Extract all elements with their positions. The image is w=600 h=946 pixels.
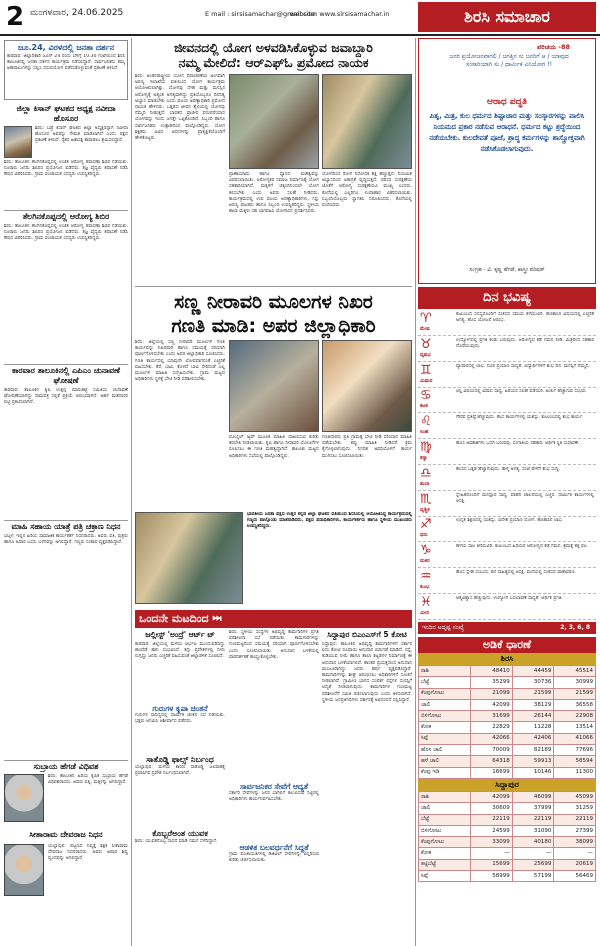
rates-title: ಅಡಿಕೆ ಧಾರಣೆ	[418, 637, 596, 653]
page-header	[0, 0, 600, 36]
rates-row	[419, 733, 596, 744]
sub-title: ಕೊಬ್ಬರೆಅಂತ ಯುವಕ	[152, 829, 208, 838]
lucky-numbers: 2, 3, 6, 8	[560, 624, 590, 631]
price-cell: 11300	[554, 767, 596, 778]
rates-row	[419, 825, 596, 836]
lucky-number-bar	[418, 622, 596, 634]
rates-row	[419, 677, 596, 688]
story-body: ಶಿರಸಿ: ತಾಲೂಕಿನ ತೆಲಗಿನಕೊಪ್ಪದಲ್ಲಿ ಉಚಿತ ಆರೋಗ್ಯ ತಪಾಸಣಾ ಶಿಬಿರ ನಡೆಯಿತು. ನೂರಾರು ಜನರು ಶಿಬಿರದ ಪ್ರಯೋಜನ ಪಡೆದರು. ತಜ್ಞ ವೈದ್ಯರು ತಪಾಸಣೆ ನಡೆಸಿ ಔಷಧ ವಿತರಿಸಿದರು. ಗ್ರಾಮ ಪಂಚಾಯತ ಸದಸ್ಯರು ಉಪಸ್ಥಿತರಿದ್ದರು.	[4, 224, 128, 242]
price-cell: 45514	[554, 666, 596, 677]
horoscope-text: ವ್ಯಾಪಾರದಲ್ಲಿ ಲಾಭ. ದೂರ ಪ್ರಯಾಣ ಸಾಧ್ಯತೆ. ವಿದ್ಯಾರ್ಥಿಗಳಿಗೆ ಶುಭ ದಿನ. ಮನಸ್ಸಿಗೆ ನೆಮ್ಮದಿ.	[456, 363, 590, 369]
rates-row	[419, 814, 596, 825]
section-divider	[135, 286, 412, 287]
rates-table-siddapur	[418, 791, 596, 882]
zodiac-sign	[420, 570, 454, 592]
horoscope-title: ದಿನ ಭವಿಷ್ಯ	[418, 287, 596, 309]
zodiac-icon: ♊	[420, 362, 432, 378]
zodiac-icon: ♌	[420, 414, 432, 430]
sub-title: ಸಾರ್ವಜನಿಕರ ಸೇವೆಗೆ ಆದ್ಯತೆ	[239, 782, 309, 791]
areca-rates	[418, 637, 596, 882]
variety-name: ಕೆಂಪುಗೋಟು	[419, 688, 471, 699]
sub-body: ಗ್ರಾಮ ಪಂಚಾಯತಿಗಳಲ್ಲಿ ಡಿಜಿಟಲ್ ಸೇವೆಗಳನ್ನು ವಿಸ್ತರಿಸುವ ಕುರಿತು ಚರ್ಚಿಸಲಾಯಿತು.	[229, 852, 319, 864]
horoscope-text: ಉದ್ಯೋಗದಲ್ಲಿ ಪ್ರಗತಿ ಕಂಡು ಬರುವುದು. ಆರೋಗ್ಯದ ಕಡೆ ಗಮನ ನೀಡಿ. ಮಿತ್ರರಿಂದ ಸಹಕಾರ ದೊರೆಯುವುದು.	[456, 337, 594, 349]
price-cell: 21599	[512, 688, 554, 699]
price-cell: 26144	[512, 711, 554, 722]
price-cell: 31259	[554, 803, 596, 814]
rates-row	[419, 859, 596, 870]
lead-body-cont: ಪ್ರಾಣಾಯಾಮ ಹಾಗೂ ಧ್ಯಾನದ ಮಹತ್ವವನ್ನು ವಿವರಿಸಲಾಯಿತು. ಆರೋಗ್ಯಕರ ಸಮಾಜ ನಿರ್ಮಾಣಕ್ಕೆ ಯೋಗ ಸಹಕಾರಿಯಾಗಿದೆ. ಮಕ್ಕಳಿಗೆ ಚಿಕ್ಕಂದಿನಿಂದಲೇ ಯೋಗ ಕಲಿಸಬೇಕು ಎಂದು ಅವರು ಸಲಹೆ ನೀಡಿದರು. ಕಾರ್ಯಕ್ರಮದಲ್ಲಿ ಉಪ ವಲಯ ಅರಣ್ಯಾಧಿಕಾರಿಗಳು, ಗಸ್ತು ಅರಣ್ಯ ಪಾಲಕರು ಹಾಗೂ ಸಿಬ್ಬಂದಿ ಉಪಸ್ಥಿತರಿದ್ದರು. ಸ್ಥಳೀಯ ಶಾಲಾ ಮಕ್ಕಳು ಸಹ ಭಾಗವಹಿಸಿ ಯೋಗಾಸನ ಪ್ರದರ್ಶಿಸಿದರು.	[229, 172, 319, 215]
horoscope-row	[418, 388, 596, 413]
section-divider	[4, 520, 128, 521]
story-title: ಜಲ್ಲೀಸ್ಟ್‌ 'ಅಂದ್ರೆ' ಆರ್ಟ್ ಟ್	[145, 630, 215, 639]
second-story	[135, 290, 412, 510]
price-cell: 56469	[554, 871, 596, 882]
lead-headline-line2: ನಮ್ಮ ಮೇಲಿದೆ: ಆರ್‌ಎಫ್‌ಓ ಪ್ರಮೋದ ನಾಯಕ	[178, 55, 369, 70]
story-body-cont: ಶಿರಸಿ: ತಾಲೂಕಿನ ತೆಲಗಿನಕೊಪ್ಪದಲ್ಲಿ ಉಚಿತ ಆರೋಗ್ಯ ತಪಾಸಣಾ ಶಿಬಿರ ನಡೆಯಿತು. ನೂರಾರು ಜನರು ಶಿಬಿರದ ಪ್ರಯೋಜನ ಪಡೆದರು. ತಜ್ಞ ವೈದ್ಯರು ತಪಾಸಣೆ ನಡೆಸಿ ಔಷಧ ವಿತರಿಸಿದರು. ಗ್ರಾಮ ಪಂಚಾಯತ ಸದಸ್ಯರು ಉಪಸ್ಥಿತರಿದ್ದರು.	[4, 160, 128, 178]
ad-lines: ಜನರ ಪ್ರಯೋಜನವಾಗಲಿ / ಜಗತ್ತಿನ ಸು ಜನರಿಗೆ ಆ / ಯಾವುದ ಸಂಸಾರಿಯಾಗಿ ಸು / ಧಾರ್ಮಿಕ ವಿನಿಯೋಗ !!	[449, 53, 569, 68]
rates-row	[419, 745, 596, 756]
variety-name: ಕೋಕ	[419, 722, 471, 733]
story-apmc-election	[4, 366, 128, 516]
ad-badge: ಪರಿಚಯ -88	[537, 43, 571, 51]
variety-name: ತಟ್ಟಿಬೆಟ್ಟೆ	[419, 859, 471, 870]
variety-name: ಕೋಕ	[419, 848, 471, 859]
price-cell: —	[554, 848, 596, 859]
horoscope-text: ಕುಟುಂಬದ ಸದಸ್ಯರೊಂದಿಗೆ ಸಂತಸದ ಸಮಯ ಕಳೆಯುವಿರಿ. ಹಣಕಾಸಿನ ವಿಷಯದಲ್ಲಿ ಎಚ್ಚರಿಕೆ ಅಗತ್ಯ. ಹೊಸ ಯೋಜನೆ ಆರಂಭ.	[456, 312, 594, 324]
price-cell: 58999	[471, 871, 513, 882]
price-cell: 58594	[554, 756, 596, 767]
zodiac-icon: ♋	[420, 388, 432, 404]
sub-body: ಸರ್ಕಾರಿ ಸೇವೆಗಳನ್ನು ಜನರ ಬಾಗಿಲಿಗೆ ತಲುಪಿಸುವ ನಿಟ್ಟಿನಲ್ಲಿ ಅಧಿಕಾರಿಗಳು ಕಾರ್ಯನಿರ್ವಹಿಸಬೇಕು.	[229, 791, 319, 803]
zodiac-name: ವೃಶ್ಚಿಕ	[420, 506, 430, 513]
price-cell: 42099	[471, 699, 513, 710]
zodiac-name: ತುಲಾ	[420, 480, 430, 487]
price-cell: 70009	[471, 745, 513, 756]
horoscope-row	[418, 337, 596, 362]
price-cell: 64318	[471, 756, 513, 767]
ad-body: ಪಿತೃ, ಮಿತ್ರ, ಕುಲ ಧರ್ಮದ ಶಿಷ್ಟಾಚಾರ ಮತ್ತು ಸಂಸ್ಕಾರಗಳನ್ನು ಪಾಲಿಸಿ ನಿಯಮದ ಪ್ರಕಾರ ನಡೆಸುವ ಆರಾಧನೆ. ಧರ್ಮದ ಕಟ್ಟು ಶ್ರದ್ಧೆಯಿಂದ ನಡೆಯಬೇಕು. ಕುಲದೇವತೆ ಪೂಜೆ, ಶ್ರಾದ್ಧ ಕರ್ಮಗಳನ್ನು ಶಾಸ್ತ್ರೋಕ್ತವಾಗಿ ನಡೆಸಿಕೊಡಲಾಗುವುದು.	[429, 112, 585, 153]
lead-body: ಶಿರಸಿ: ಅಂತರರಾಷ್ಟ್ರೀಯ ಯೋಗ ದಿನಾಚರಣೆಯ ಅಂಗವಾಗಿ ಅರಣ್ಯ ಇಲಾಖೆಯ ವತಿಯಿಂದ ಯೋಗ ಕಾರ್ಯಕ್ರಮ ಆಯೋಜಿಸಲಾಗಿತ್ತು. ಯೋಗವು ದೇಹ ಮತ್ತು ಮನಸ್ಸಿನ ಆರೋಗ್ಯಕ್ಕೆ ಅತ್ಯಂತ ಅಗತ್ಯವಾಗಿದ್ದು ಪ್ರತಿಯೊಬ್ಬರೂ ದಿನನಿತ್ಯ ಅಭ್ಯಾಸ ಮಾಡಬೇಕು ಎಂದು ವಲಯ ಅರಣ್ಯಾಧಿಕಾರಿ ಪ್ರಮೋದ ನಾಯಕ ಹೇಳಿದರು. ಒತ್ತಡದ ಜೀವನ ಶೈಲಿಯಲ್ಲಿ ಯೋಗವು ನೆಮ್ಮದಿ ನೀಡುತ್ತದೆ. ಭಾರತದ ಪ್ರಾಚೀನ ಪರಂಪರೆಯಾದ ಯೋಗವನ್ನು ಇಂದು ಜಗತ್ತೇ ಒಪ್ಪಿಕೊಂಡಿದೆ. ಸಿಬ್ಬಂದಿ ಹಾಗೂ ಸಾರ್ವಜನಿಕರು ಉತ್ಸಾಹದಿಂದ ಪಾಲ್ಗೊಂಡಿದ್ದರು. ಯೋಗ ಶಿಕ್ಷಕರು ವಿವಿಧ ಆಸನಗಳನ್ನು ಪ್ರಾತ್ಯಕ್ಷಿಕೆಯೊಂದಿಗೆ ಹೇಳಿಕೊಟ್ಟರು.	[135, 74, 225, 142]
horoscope-text: ಹಳೆಯ ಸಾಲ ತೀರಿಸುವಿರಿ. ಕುಟುಂಬದ ಹಿರಿಯರ ಆರೋಗ್ಯದ ಕಡೆ ಗಮನ. ಶ್ರಮಕ್ಕೆ ತಕ್ಕ ಫಲ.	[456, 544, 589, 550]
zodiac-sign	[420, 493, 454, 515]
price-cell: 37999	[512, 803, 554, 814]
price-cell: 31090	[512, 825, 554, 836]
brief-body: ಕಾರವಾರ: ಜಿಲ್ಲಾಧಿಕಾರಿ ಜೂನ್ 24 ರಂದು ಬೆಳಿಗ್ಗೆ 10.30 ಗಂಟೆಯಿಂದ ಶಿರಸಿ ತಾಲೂಕಿನಲ್ಲಿ ಜನತಾ ದರ್ಶನ ಕಾರ್ಯಕ್ರಮ ನಡೆಸಲಿದ್ದಾರೆ. ಸಾರ್ವಜನಿಕರು ತಮ್ಮ ಅಹವಾಲುಗಳನ್ನು ಸಲ್ಲಿಸಿ ಸದುಪಯೋಗ ಪಡೆದುಕೊಳ್ಳುವಂತೆ ಪ್ರಕಟಣೆ ತಿಳಿಸಿದೆ.	[7, 54, 125, 72]
price-cell: 10146	[512, 767, 554, 778]
zodiac-sign	[420, 596, 454, 618]
story-kisan-president	[4, 104, 128, 208]
story-title: ಜಿಲ್ಲಾ ಕಿಸಾನ್ ಘಟಕದ ಅಧ್ಯಕ್ಷ ನವೀದಾ ಹೊಸೂರ	[16, 104, 116, 123]
price-cell: 48410	[471, 666, 513, 677]
rates-row	[419, 767, 596, 778]
story-title: ತೆಲಗಿನಕೊಪ್ಪದಲ್ಲಿ ಆರೋಗ್ಯ ಶಿಬಿರ	[22, 212, 110, 221]
obituary-title: ಸೀತಾರಾಮ ದೇವರಾಜ ನಿಧನ	[29, 830, 103, 839]
price-cell: 30609	[471, 803, 513, 814]
horoscope-row	[418, 492, 596, 517]
price-cell: 82189	[512, 745, 554, 756]
price-cell: 46099	[512, 791, 554, 802]
zodiac-sign	[420, 389, 454, 411]
price-cell: 21099	[471, 688, 513, 699]
horoscope-row	[418, 363, 596, 388]
story-body: ಕಾರವಾರ: ಜಿಲ್ಲೆಯಲ್ಲಿ ಮಳೆಯ ಆರ್ಭಟ ಮುಂದುವರಿದಿದ್ದು ಹಲವೆಡೆ ಹಾನಿ ಸಂಭವಿಸಿದೆ. ತಗ್ಗು ಪ್ರದೇಶಗಳಲ್ಲಿ ನೀರು ನುಗ್ಗಿದ್ದು ಜನರು ಎಚ್ಚರಿಕೆ ವಹಿಸುವಂತೆ ಜಿಲ್ಲಾಡಳಿತ ಸೂಚಿಸಿದೆ.	[135, 642, 225, 660]
story-body: ಶಿರಸಿ: ಸ್ಥಳೀಯ ಸಂಸ್ಥೆಗಳ ಅಭಿವೃದ್ಧಿ ಕಾಮಗಾರಿಗಳ ಪ್ರಗತಿ ಪರಿಶೀಲನಾ ಸಭೆ ನಡೆಯಿತು. ಕಾಮಗಾರಿಗಳನ್ನು ಗುಣಮಟ್ಟದಿಂದ ಸಮಯಕ್ಕೆ ಸರಿಯಾಗಿ ಪೂರ್ಣಗೊಳಿಸಬೇಕು ಎಂದು ಸೂಚಿಸಲಾಯಿತು. ಅನುದಾನ ಬಳಕೆಯಲ್ಲಿ ಪಾರದರ್ಶಕತೆ ಕಾಯ್ದುಕೊಳ್ಳಬೇಕು.	[229, 630, 319, 660]
market-name: ಶಿರಸಿ	[418, 653, 596, 665]
issue-date: ಮಂಗಳವಾರ, 24.06.2025	[30, 8, 124, 18]
zodiac-icon: ♐	[420, 517, 432, 533]
horoscope-row	[418, 466, 596, 491]
page-number: 2	[6, 2, 25, 32]
price-cell: 11228	[512, 722, 554, 733]
obituary-2	[4, 830, 128, 940]
variety-name: ಸಿಪ್ಪೆ	[419, 733, 471, 744]
price-cell: 24599	[471, 825, 513, 836]
zodiac-name: ಧನು	[420, 532, 428, 539]
second-headline: ಸಣ್ಣ ನೀರಾವರಿ ಮೂಲಗಳ ನಿಖರ	[174, 291, 373, 313]
obituary-body: ಶಿರಸಿ: ತಾಲೂಕಿನ ಹಿರಿಯ ಕೃಷಿಕ ಸುಬ್ರಾಯ ಹೆಗಡೆ ವಿಧಿವಶರಾದರು. ಅವರು ಪತ್ನಿ, ಮಕ್ಕಳನ್ನು ಅಗಲಿದ್ದಾರೆ.	[48, 774, 128, 786]
variety-name: ಹೊಸ ಚಾಲಿ	[419, 745, 471, 756]
price-cell: 25699	[512, 859, 554, 870]
rates-row	[419, 688, 596, 699]
obituary-photo	[4, 844, 44, 896]
story-health-camp	[4, 212, 128, 362]
horoscope-row	[418, 440, 596, 465]
zodiac-sign	[420, 544, 454, 566]
contact-email: E mail : sirsisamachar@gmail.com	[205, 10, 318, 18]
price-cell: —	[512, 848, 554, 859]
variety-name: ಬೆಟ್ಟೆ	[419, 814, 471, 825]
price-cell: 77696	[554, 745, 596, 756]
variety-name: ರಾಶಿ	[419, 791, 471, 802]
price-cell: 40180	[512, 837, 554, 848]
price-cell: 59913	[512, 756, 554, 767]
lead-body-cont2: ಯೋಗದಿಂದ ರೋಗ ನಿರೋಧಕ ಶಕ್ತಿ ಹೆಚ್ಚುತ್ತದೆ. ನಿಯಮಿತ ಅಭ್ಯಾಸದಿಂದ ಏಕಾಗ್ರತೆ ವೃದ್ಧಿಸುತ್ತದೆ. ಪರಿಸರ ಸಂರಕ್ಷಣೆಯ ಜೊತೆಗೆ ಆರೋಗ್ಯ ಸಂರಕ್ಷಣೆಯೂ ಮುಖ್ಯ ಎಂದರು. ಕೊನೆಯಲ್ಲಿ ಎಲ್ಲರಿಗೂ ಉಪಾಹಾರ ವಿತರಿಸಲಾಯಿತು. ಸಿಬ್ಬಂದಿಯೊಬ್ಬರು ಸ್ವಾಗತಿಸಿ ನಿರೂಪಿಸಿದರು, ಕೊನೆಯಲ್ಲಿ ವಂದಿಸಿದರು.	[322, 172, 412, 209]
ad-contact: ಸಂಗ್ರಹ - ವಿ. ಕೃಷ್ಣ ಹೆಗಡೆ, ಶಾಸ್ತ್ರೀ ಪರಿಷತ್	[469, 267, 545, 273]
feature-photo	[135, 512, 243, 604]
story-demise	[4, 522, 128, 642]
zodiac-sign	[420, 518, 454, 540]
second-photo-1	[229, 340, 319, 432]
story-body: ಕಾರವಾರ: ತಾಲೂಕಿನ ಕೃಷಿ ಉತ್ಪನ್ನ ಮಾರುಕಟ್ಟೆ ಸಮಿತಿಯ ಚುನಾವಣೆ ಘೋಷಣೆಯಾಗಿದ್ದು ನಾಮಪತ್ರ ಸಲ್ಲಿಕೆ ಪ್ರಕ್ರಿಯೆ ಆರಂಭವಾಗಿದೆ. ಅರ್ಹ ಮತದಾರರ ಪಟ್ಟಿ ಪ್ರಕಟಿಸಲಾಗಿದೆ.	[4, 388, 128, 406]
horoscope-row	[418, 595, 596, 620]
price-cell: 22829	[471, 722, 513, 733]
bottom-col-1	[135, 630, 225, 942]
masthead: ಶಿರಸಿ ಸಮಾಚಾರ	[418, 2, 596, 32]
lead-headline: ಜೀವನದಲ್ಲಿ ಯೋಗ ಅಳವಡಿಸಿಕೊಳ್ಳುವ ಜವಾಬ್ದಾರಿ	[174, 40, 373, 55]
price-cell: 41066	[554, 733, 596, 744]
zodiac-name: ಕುಂಭ	[420, 584, 430, 590]
second-headline-line2: ಗಣತಿ ಮಾಡಿ: ಅಪರ ಜಿಲ್ಲಾಧಿಕಾರಿ	[171, 315, 376, 337]
horoscope-row	[418, 569, 596, 594]
price-cell: 33099	[471, 837, 513, 848]
second-body-cont: ಮೊಬೈಲ್ ಆ್ಯಪ್ ಮೂಲಕ ಮಾಹಿತಿ ದಾಖಲಿಸುವ ಕುರಿತು ತರಬೇತಿ ನೀಡಲಾಯಿತು. ಕೃಷಿ ಹಾಗೂ ನೀರಾವರಿ ಯೋಜನೆಗಳ ರೂಪಿಸಲು ಈ ಗಣತಿ ಮಹತ್ವದ್ದಾಗಿದೆ. ತಾಲೂಕು ಮಟ್ಟದ ಅಧಿಕಾರಿಗಳು ಸಭೆಯಲ್ಲಿ ಪಾಲ್ಗೊಂಡಿದ್ದರು.	[229, 435, 319, 459]
zodiac-sign	[420, 441, 454, 463]
rates-row	[419, 791, 596, 802]
lead-photo-1	[229, 74, 319, 169]
zodiac-name: ಸಿಂಹ	[420, 429, 429, 436]
price-cell: 15699	[471, 859, 513, 870]
zodiac-name: ಮಕರ	[420, 558, 430, 565]
news-brief-janata-darshana	[4, 40, 128, 100]
price-cell: 38129	[512, 699, 554, 710]
ad-heading: ಆರಾಧ ಪದ್ಧತಿ	[487, 97, 527, 107]
bottom-col-3	[322, 630, 412, 942]
section-divider	[4, 210, 128, 211]
section-divider	[4, 364, 128, 365]
obituary-title: ಸುಬ್ರಾಯ ಹೆಗಡೆ ವಿಧಿವಶ	[33, 762, 99, 771]
second-body: ಶಿರಸಿ: ಜಿಲ್ಲೆಯಲ್ಲಿ ಸಣ್ಣ ನೀರಾವರಿ ಮೂಲಗಳ ಗಣತಿ ಕಾರ್ಯವನ್ನು ನಿಖರವಾಗಿ ಹಾಗೂ ಸಮಯಕ್ಕೆ ಸರಿಯಾಗಿ ಪೂರ್ಣಗೊಳಿಸಬೇಕು ಎಂದು ಅಪರ ಜಿಲ್ಲಾಧಿಕಾರಿ ಸೂಚಿಸಿದರು. ಗಣತಿ ಕಾರ್ಯದಲ್ಲಿ ಯಾವುದೇ ಲೋಪವಾಗದಂತೆ ಎಚ್ಚರಿಕೆ ವಹಿಸಬೇಕು. ಕೆರೆ, ಬಾವಿ, ಕೊಳವೆ ಬಾವಿ ಸೇರಿದಂತೆ ಎಲ್ಲ ಮೂಲಗಳ ಮಾಹಿತಿ ಸಂಗ್ರಹಿಸಬೇಕು. ಗ್ರಾಮ ಮಟ್ಟದ ಅಧಿಕಾರಿಗಳು ಸ್ಥಳಕ್ಕೆ ಭೇಟಿ ನೀಡಿ ಪರಿಶೀಲಿಸಬೇಕು.	[135, 340, 225, 383]
photo-feature	[135, 512, 412, 608]
rates-row	[419, 666, 596, 677]
feature-caption: ಭಾರತೀಯ ಜನತಾ ಪಕ್ಷದ ಉತ್ತರ ಕನ್ನಡ ಜಿಲ್ಲಾ ಘಟಕದ ವತಿಯಿಂದ ಶಿರಸಿಯಲ್ಲಿ ಆಯೋಜಿಸಿದ್ದ ಕಾರ್ಯಕ್ರಮದಲ್ಲಿ ಗಣ್ಯರು ಪಾಲ್ಗೊಂಡು ಮಾತನಾಡಿದರು. ಪಕ್ಷದ ಪದಾಧಿಕಾರಿಗಳು, ಕಾರ್ಯಕರ್ತರು ಹಾಗೂ ಸ್ಥಳೀಯ ಮುಖಂಡರು ಉಪಸ್ಥಿತರಿದ್ದರು.	[247, 512, 412, 530]
zodiac-icon: ♒	[420, 569, 432, 584]
price-cell: 21599	[554, 688, 596, 699]
zodiac-icon: ♉	[420, 336, 432, 352]
zodiac-name: ಮೇಷ	[420, 326, 430, 332]
rates-table-sirsi	[418, 665, 596, 779]
strip-title: ಒಂದನೇ ಮಟದಿಂದ ⏭	[139, 612, 222, 625]
horoscope-row	[418, 414, 596, 439]
horoscope-row	[418, 543, 596, 568]
horoscope-text: ಕೆಲಸದ ಒತ್ತಡ ಹೆಚ್ಚಾಗುವುದು. ತಾಳ್ಮೆ ಅಗತ್ಯ. ಸಂಜೆ ವೇಳೆಗೆ ಶುಭ ಸುದ್ದಿ.	[456, 466, 560, 472]
zodiac-icon: ♍	[420, 440, 432, 455]
story-title: ಕಾರವಾರ ತಾಲೂಕಿನಲ್ಲಿ ಎಪಿಎಂ ಚುನಾವಣೆ ಘೋಷಣೆ	[12, 366, 120, 385]
price-cell: 22119	[471, 814, 513, 825]
rates-row	[419, 699, 596, 710]
price-cell: 36558	[554, 699, 596, 710]
price-cell: —	[471, 848, 513, 859]
rates-row	[419, 871, 596, 882]
zodiac-name: ಮೀನ	[420, 609, 430, 616]
zodiac-icon: ♈	[420, 311, 432, 326]
price-cell: 16699	[471, 767, 513, 778]
horoscope-text: ಆತ್ಮವಿಶ್ವಾಸ ಹೆಚ್ಚುವುದು. ಉದ್ಯೋಗ ಬದಲಾವಣೆ ಸಾಧ್ಯತೆ. ಆರ್ಥಿಕ ಪ್ರಗತಿ.	[456, 595, 563, 601]
variety-name: ಬಿಳಿಗೋಟು	[419, 711, 471, 722]
second-photo-2	[322, 340, 412, 432]
sub-title: ಸಾತೊಡ್ಡಿ ಫಾಲ್ಸ್ ನಿರ್ಬಂಧ	[146, 755, 214, 764]
price-cell: 22908	[554, 711, 596, 722]
horoscope-text: ಉನ್ನತ ಶಿಕ್ಷಣದಲ್ಲಿ ಯಶಸ್ಸು. ವಿದೇಶ ಪ್ರಯಾಣ ಯೋಗ. ಹಣಕಾಸಿನ ಲಾಭ.	[456, 518, 564, 524]
sub-title: ಗುರುಗಳ ಕೃಪಾ ಚಿಂತನೆ	[152, 704, 208, 713]
story-body: ಶಿರಸಿ: ಬಡ್ರೆ ಕಿಸಾನ್ ಘಟಕದ ಜಿಲ್ಲಾ ಅಧ್ಯಕ್ಷರನ್ನಾಗಿ ನವೀದಾ ಹೊಸೂರ ಅವರನ್ನು ನೇಮಕ ಮಾಡಲಾಗಿದೆ ಎಂದು ಪಕ್ಷದ ಪ್ರಕಟಣೆ ತಿಳಿಸಿದೆ. ರೈತರ ಹಿತಾಸಕ್ತಿ ಕಾಪಾಡಲು ಶ್ರಮಿಸಲಿದ್ದಾರೆ.	[35, 126, 128, 144]
story-title: ಮಾಹಿ ಸಹಾಯ ಯಾತ್ರೆ ಪತ್ರಿ ಚಕ್ರಾಣ ನಿಧನ	[11, 522, 121, 531]
price-cell: 38099	[554, 837, 596, 848]
variety-name: ಚಾಲಿ	[419, 699, 471, 710]
brief-title: ಜೂ.24, ವಿರಳದಲ್ಲಿ ಜನತಾ ದರ್ಶನ	[17, 43, 115, 52]
story-body: ಸಿದ್ದಾಪುರ: ತಾಲೂಕಿನ ಅಭಿವೃದ್ಧಿ ಕಾಮಗಾರಿಗಳಿಗೆ ಸರ್ಕಾರ ಐದು ಕೋಟಿ ರೂಪಾಯಿ ಅನುದಾನ ಬಿಡುಗಡೆ ಮಾಡಿದೆ. ರಸ್ತೆ, ಕುಡಿಯುವ ನೀರು ಹಾಗೂ ಶಾಲಾ ಕಟ್ಟಡಗಳ ನಿರ್ಮಾಣಕ್ಕೆ ಈ ಅನುದಾನ ಬಳಕೆಯಾಗಲಿದೆ. ಶಾಸಕರ ಪ್ರಯತ್ನದಿಂದ ಅನುದಾನ ಮಂಜೂರಾಗಿದ್ದು ಜನರು ಹರ್ಷ ವ್ಯಕ್ತಪಡಿಸಿದ್ದಾರೆ. ಕಾಮಗಾರಿಗಳನ್ನು ಶೀಘ್ರ ಆರಂಭಿಸಲು ಅಧಿಕಾರಿಗಳಿಗೆ ಸೂಚನೆ ನೀಡಲಾಗಿದೆ. ಗ್ರಾಮೀಣ ಭಾಗದ ಸಂಪರ್ಕ ರಸ್ತೆಗಳ ದುರಸ್ತಿಗೆ ಆದ್ಯತೆ ನೀಡಲಾಗುವುದು. ಕಾಮಗಾರಿಗಳ ಗುಣಮಟ್ಟ ಪರಿಶೀಲನೆಗೆ ಸಮಿತಿ ರಚಿಸಲಾಗುವುದು ಎಂದು ತಿಳಿಸಲಾಗಿದೆ. ಸ್ಥಳೀಯ ಜನಪ್ರತಿನಿಧಿಗಳು ಸರ್ಕಾರಕ್ಕೆ ಅಭಿನಂದನೆ ಸಲ್ಲಿಸಿದ್ದಾರೆ.	[322, 642, 412, 703]
horoscope-row	[418, 311, 596, 336]
rates-row	[419, 848, 596, 859]
horoscope-text: ಗೌರವ ಪ್ರತಿಷ್ಠೆ ಹೆಚ್ಚುವುದು. ಕೆಲಸ ಕಾರ್ಯಗಳಲ್ಲಿ ಯಶಸ್ಸು. ಕುಟುಂಬದಲ್ಲಿ ಶುಭ ಕಾರ್ಯ.	[456, 415, 584, 421]
zodiac-sign	[420, 467, 454, 489]
advertisement	[418, 38, 596, 284]
variety-name: ಕೆಂಪುಗೋಟು	[419, 837, 471, 848]
obituary-1	[4, 762, 128, 824]
sub-body: ಯಲ್ಲಾಪುರ: ಮಳೆಯ ಕಾರಣ ಸಾತೊಡ್ಡಿ ಜಲಪಾತಕ್ಕೆ ಪ್ರವಾಸಿಗರ ಪ್ರವೇಶ ನಿರ್ಬಂಧಿಸಲಾಗಿದೆ.	[135, 765, 225, 777]
rates-row	[419, 722, 596, 733]
variety-name: ಕೆಂಪು ಇಡಿ	[419, 767, 471, 778]
zodiac-sign	[420, 338, 454, 360]
variety-name: ಬೆಟ್ಟೆ	[419, 677, 471, 688]
section-divider	[4, 760, 128, 761]
price-cell: 44459	[512, 666, 554, 677]
price-cell: 22119	[512, 814, 554, 825]
price-cell: 45099	[554, 791, 596, 802]
variety-name: ಸಿಪ್ಪೆ	[419, 871, 471, 882]
zodiac-name: ಮಿಥುನ	[420, 377, 433, 384]
continued-strip	[135, 610, 412, 628]
price-cell: 30999	[554, 677, 596, 688]
variety-name: ಚಾಲಿ	[419, 803, 471, 814]
market-name: ಸಿದ್ದಾಪುರ	[418, 779, 596, 791]
lead-photo-2	[322, 74, 412, 169]
price-cell: 57199	[512, 871, 554, 882]
price-cell: 35299	[471, 677, 513, 688]
zodiac-name: ಕಟಕ	[420, 403, 428, 410]
rates-row	[419, 803, 596, 814]
second-body-cont2: ಗಣತಿದಾರರು ಪ್ರತಿ ಗ್ರಾಮಕ್ಕೆ ಭೇಟಿ ನೀಡಿ ಸರಿಯಾದ ಮಾಹಿತಿ ಪಡೆಯಬೇಕು. ತಪ್ಪು ಮಾಹಿತಿ ನೀಡಿದರೆ ಕ್ರಮ ಕೈಗೊಳ್ಳಲಾಗುವುದು. ನಿಗದಿತ ಅವಧಿಯೊಳಗೆ ಕಾರ್ಯ ಮುಗಿಸಲು ಸೂಚಿಸಲಾಯಿತು.	[322, 435, 412, 459]
lead-story	[135, 40, 412, 283]
horoscope-text: ಆಸ್ತಿ ವಿಷಯದಲ್ಲಿ ವಿವಾದ ಸಾಧ್ಯ. ಹಿರಿಯರ ಸಲಹೆ ಪಡೆಯಿರಿ. ಖರ್ಚು ಹೆಚ್ಚಾಗುವ ಸಂಭವ.	[456, 389, 587, 395]
price-cell: 27399	[554, 825, 596, 836]
zodiac-sign	[420, 312, 454, 334]
price-cell: 42099	[471, 791, 513, 802]
sub-body: ಗುರುಗಳ ಸಾನಿಧ್ಯದಲ್ಲಿ ಧಾರ್ಮಿಕ ಚಿಂತನ ಸಭೆ ನಡೆಯಿತು. ಭಕ್ತರು ಆಗಮಿಸಿ ಆಶೀರ್ವಾದ ಪಡೆದರು.	[135, 713, 225, 725]
price-cell: 13514	[554, 722, 596, 733]
price-cell: 20619	[554, 859, 596, 870]
price-cell: 22119	[554, 814, 596, 825]
price-cell: 31699	[471, 711, 513, 722]
rates-row	[419, 837, 596, 848]
variety-name: ಹಳೆ ಚಾಲಿ	[419, 756, 471, 767]
zodiac-icon: ♎	[420, 465, 432, 481]
lucky-label: ಇಂದಿನ ಅದೃಷ್ಟ ಸಂಖ್ಯೆ	[422, 624, 464, 631]
price-cell: 42406	[512, 733, 554, 744]
story-title: ಸಿದ್ದಾಪುರ ಬಿಎಂಎಸ್‌ಗೆ 5 ಕೋಟಿ	[327, 630, 407, 639]
zodiac-name: ಕನ್ಯಾ	[420, 455, 428, 461]
story-photo	[4, 126, 32, 158]
zodiac-sign	[420, 364, 454, 386]
obituary-body: ಯಲ್ಲಾಪುರ: ಪಟ್ಟಣದ ನಿವೃತ್ತ ಶಿಕ್ಷಕ ಸೀತಾರಾಮ ದೇವರಾಜ ನಿಧನರಾದರು. ಅವರು ಅಪಾರ ಶಿಷ್ಯ ವೃಂದವನ್ನು ಅಗಲಿದ್ದಾರೆ.	[48, 844, 128, 862]
price-cell: 30736	[512, 677, 554, 688]
variety-name: ಬಿಳಿಗೋಟು	[419, 825, 471, 836]
zodiac-sign	[420, 415, 454, 437]
website-link[interactable]: website: www.sirsisamachar.in	[290, 10, 390, 18]
horoscope-row	[418, 517, 596, 542]
rates-row	[419, 756, 596, 767]
obituary-photo	[4, 774, 44, 822]
rates-row	[419, 711, 596, 722]
story-body: ಭಟ್ಕಳ: ಇಲ್ಲಿನ ಹಿರಿಯ ಸಾಮಾಜಿಕ ಕಾರ್ಯಕರ್ತೆ ನಿಧನರಾದರು. ಅವರು ಪತಿ, ಪುತ್ರರು ಹಾಗೂ ಅಪಾರ ಬಂಧು ಬಳಗವನ್ನು ಅಗಲಿದ್ದಾರೆ. ಗಣ್ಯರು ಸಂತಾಪ ವ್ಯಕ್ತಪಡಿಸಿದ್ದಾರೆ.	[4, 534, 128, 546]
horoscope-text: ಹೊಸ ಅವಕಾಶಗಳು ಒದಗಿ ಬರುವವು. ಸಂಗಾತಿಯ ಸಹಕಾರ. ಆರ್ಥಿಕ ಸ್ಥಿತಿ ಸುಧಾರಣೆ.	[456, 441, 580, 446]
column-divider	[415, 38, 416, 946]
sub-body: ಶಿರಸಿ: ಯುವಕನೊಬ್ಬ ಸಾಧನೆ ಮಾಡಿ ಗಮನ ಸೆಳೆದಿದ್ದಾನೆ.	[135, 839, 218, 844]
bottom-col-2	[229, 630, 319, 942]
zodiac-name: ವೃಷಭ	[420, 351, 431, 358]
variety-name: ರಾಶಿ	[419, 666, 471, 677]
sub-title: ಆಡಳಿತ ಬಲವರ್ಧನೆಗೆ ಸಿದ್ದತೆ	[239, 843, 309, 852]
zodiac-icon: ♑	[420, 543, 432, 559]
column-divider	[131, 38, 132, 946]
horoscope-text: ಹೊಸ ಸ್ನೇಹ ಸಂಬಂಧ. ಕಲೆ ಸಾಹಿತ್ಯದಲ್ಲಿ ಆಸಕ್ತಿ. ಮನೆಯಲ್ಲಿ ಸಂತಸದ ವಾತಾವರಣ.	[456, 570, 577, 575]
zodiac-icon: ♓	[420, 594, 432, 610]
zodiac-icon: ♏	[420, 491, 432, 507]
horoscope-text: ಸ್ನೇಹಿತರೊಂದಿಗೆ ಮನಸ್ತಾಪ ಸಾಧ್ಯ. ವಾಹನ ಚಾಲನೆಯಲ್ಲಿ ಎಚ್ಚರ. ಧಾರ್ಮಿಕ ಕಾರ್ಯಗಳಲ್ಲಿ ಆಸಕ್ತಿ.	[456, 492, 594, 504]
price-cell: 42066	[471, 733, 513, 744]
